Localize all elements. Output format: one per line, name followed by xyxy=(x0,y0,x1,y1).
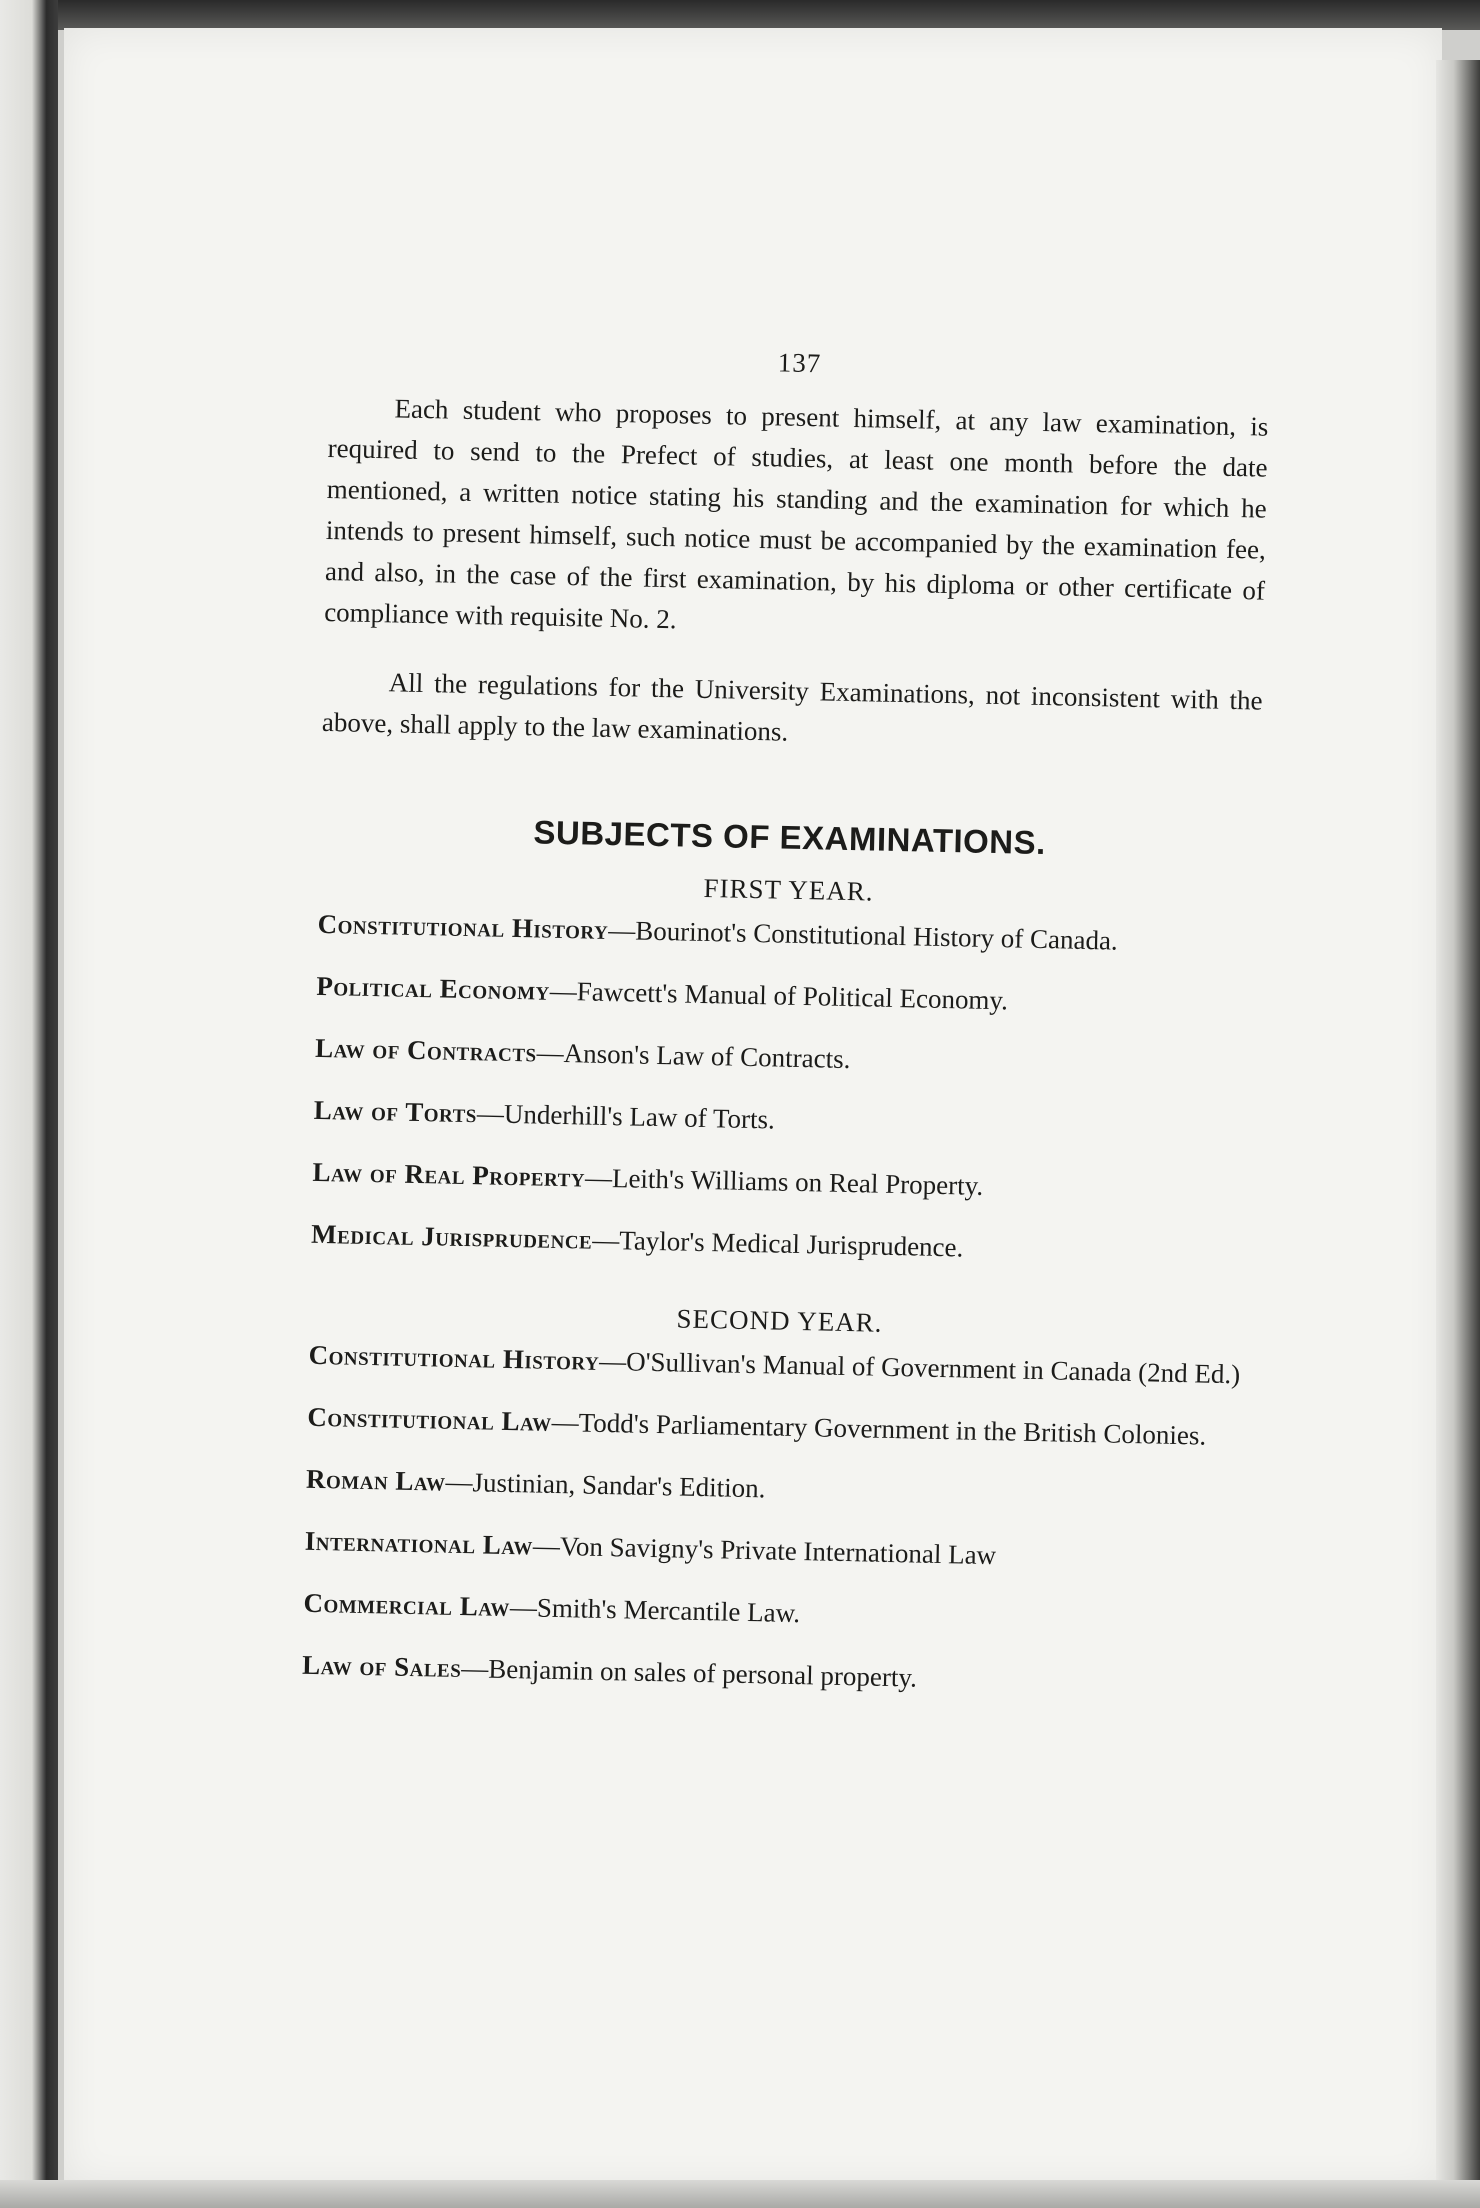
page-number: 137 xyxy=(777,347,822,379)
paragraph-notice: Each student who proposes to present himself, at any law examination, is required to send to the Prefect of studies, at least one month before the date mentioned, a written notice stating his standing and the examination for which he intends to present himself, such notice must be accompanied by the examination fee, and also, in the case of the first examination, by his diploma or other certificate of compliance with requisite No. 2. xyxy=(323,393,1269,635)
subject-entry xyxy=(304,1525,1244,1577)
subject-text: —Smith's Mercantile Law. xyxy=(509,1592,801,1629)
subject-name: Constitutional Law xyxy=(307,1401,553,1437)
subject-text: —Von Savigny's Private International Law xyxy=(532,1530,997,1571)
subject-entry xyxy=(303,1587,1243,1639)
paragraph-regulations: All the regulations for the University Examinations, not inconsistent with the above, shall apply to the law examinations. xyxy=(321,667,1263,747)
subject-entry xyxy=(308,1339,1248,1391)
subject-text: —Taylor's Medical Jurisprudence. xyxy=(591,1224,964,1263)
adjacent-page-edge xyxy=(0,0,58,2208)
first-year-heading: FIRST YEAR. xyxy=(703,872,874,907)
subject-name: Constitutional History xyxy=(308,1339,600,1376)
section-title: SUBJECTS OF EXAMINATIONS. xyxy=(533,813,1047,862)
subject-name: Law of Real Property xyxy=(312,1156,586,1193)
subject-entry xyxy=(307,1401,1247,1453)
subject-text: —Bourinot's Constitutional History of Canada. xyxy=(607,914,1119,956)
scan-bottom-border xyxy=(0,2180,1480,2208)
page-content xyxy=(301,338,1270,1730)
subject-entry xyxy=(313,1094,1253,1146)
subject-entry xyxy=(315,1032,1255,1084)
subject-entry xyxy=(311,1218,1251,1270)
subject-name: Political Economy xyxy=(316,970,551,1006)
subject-name: Law of Sales xyxy=(301,1649,462,1684)
subject-text: —Benjamin on sales of personal property. xyxy=(461,1653,918,1693)
subject-entry xyxy=(312,1156,1252,1208)
page-right-edge xyxy=(1436,60,1480,2208)
subject-name: Roman Law xyxy=(305,1463,446,1497)
subject-text: —Underhill's Law of Torts. xyxy=(476,1098,776,1135)
second-year-heading: SECOND YEAR. xyxy=(676,1303,883,1338)
subject-text: —Anson's Law of Contracts. xyxy=(536,1037,851,1075)
subject-name: Law of Contracts xyxy=(314,1032,537,1068)
subject-text: —Fawcett's Manual of Political Economy. xyxy=(549,975,1009,1016)
subject-text: —O'Sullivan's Manual of Government in Canada (2nd Ed.) xyxy=(598,1345,1241,1390)
subject-name: Constitutional History xyxy=(317,908,609,945)
subject-text: —Todd's Parliamentary Government in the British Colonies. xyxy=(551,1406,1207,1451)
subject-entry xyxy=(302,1649,1242,1701)
subject-name: Commercial Law xyxy=(303,1587,511,1623)
subject-text: —Justinian, Sandar's Edition. xyxy=(445,1466,766,1504)
subject-name: International Law xyxy=(304,1525,534,1561)
subject-text: —Leith's Williams on Real Property. xyxy=(584,1162,984,1201)
subject-name: Medical Jurisprudence xyxy=(310,1218,593,1255)
subject-entry xyxy=(306,1463,1246,1515)
subject-entry xyxy=(316,970,1256,1022)
subject-name: Law of Torts xyxy=(313,1094,478,1129)
scan-top-border xyxy=(0,0,1480,30)
subject-entry xyxy=(317,908,1257,960)
